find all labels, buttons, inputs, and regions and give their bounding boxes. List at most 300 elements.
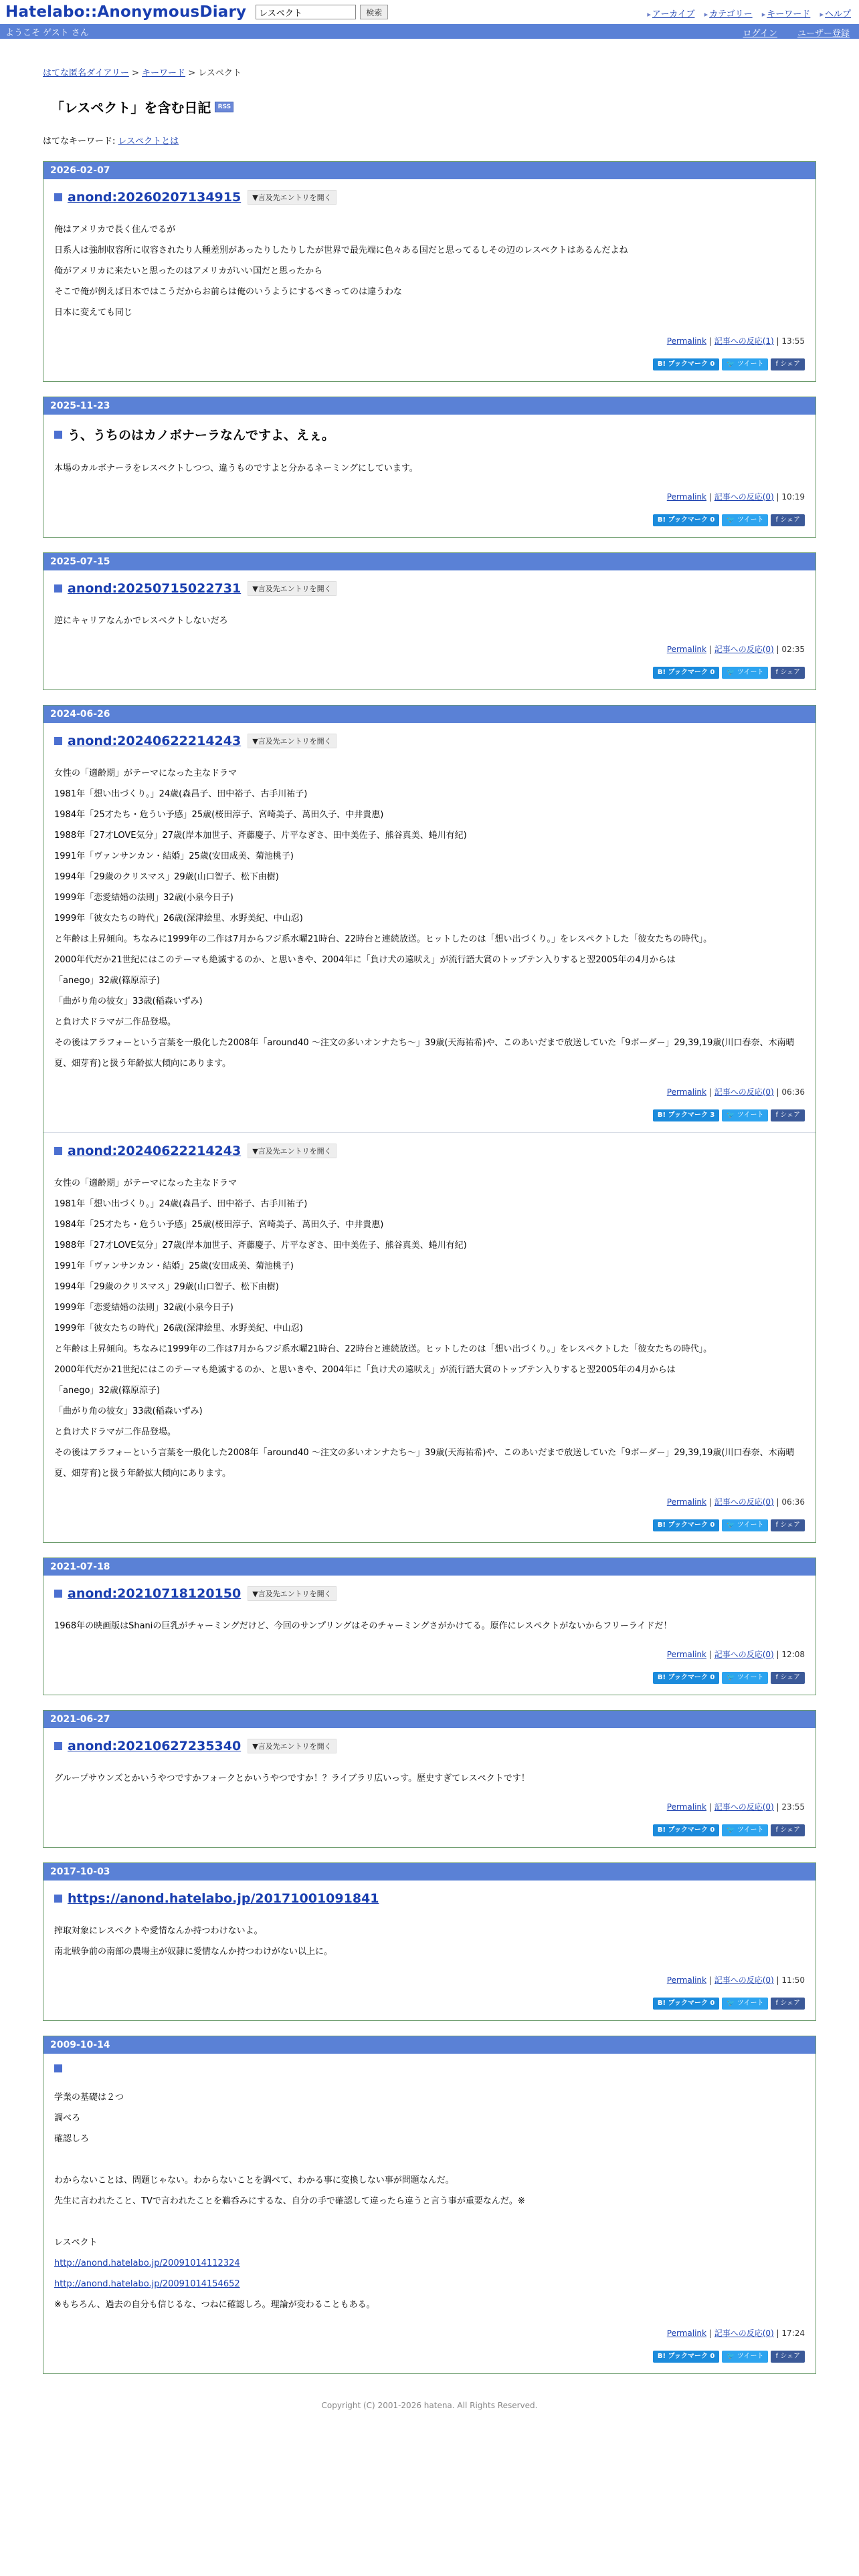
- footer-separator: |: [776, 336, 779, 346]
- day-block: [43, 1558, 816, 1695]
- welcome-bar: [0, 24, 859, 39]
- body-line: 1988年「27才LOVE気分」27歳(岸本加世子、斉藤慶子、片平なぎさ、田中美佐子、熊谷真美、蜷川有紀): [54, 1241, 467, 1251]
- open-referenced-entry-button[interactable]: ▼言及先エントリを開く: [248, 1586, 336, 1601]
- responses-label: 記事への反応: [714, 1975, 763, 1985]
- day-date[interactable]: 2024-06-26: [43, 706, 816, 723]
- breadcrumb-home-link[interactable]: はてな匿名ダイアリー: [43, 68, 129, 78]
- entry-body: [54, 1616, 805, 1636]
- rss-icon[interactable]: RSS: [215, 102, 233, 112]
- bookmark-count: 0: [710, 2353, 715, 2360]
- responses-link[interactable]: [714, 1802, 774, 1812]
- body-line: 確認しろ: [54, 2134, 90, 2144]
- body-line: と年齢は上昇傾向。ちなみに1999年の二作は7月からフジ系水曜21時台、22時台と連続放送。ヒットしたのは「想い出づくり。」をレスペクトした「彼女たちの時代」。: [54, 1344, 712, 1354]
- body-line: [54, 2212, 805, 2232]
- nav-help-link[interactable]: ▸ ヘルプ: [820, 9, 851, 19]
- tweet-label: ツイート: [737, 669, 764, 676]
- day-block: [43, 2036, 816, 2374]
- footer-separator: |: [776, 645, 779, 654]
- responses-label: 記事への反応: [714, 492, 763, 502]
- body-line: 日本に変えても同じ: [54, 308, 133, 318]
- body-line: 1968年の映画版はShaniの巨乳がチャーミングだけど、今回のサンプリングはそのチャーミングさがかけてる。原作にレスペクトがないからフリーライドだ！: [54, 1621, 672, 1631]
- body-line: 「anego」32歳(篠原涼子): [54, 1386, 161, 1396]
- share-label: シェア: [780, 2000, 800, 2007]
- entry-time: 17:24: [781, 2329, 805, 2338]
- entry-body: [54, 611, 805, 631]
- welcome-text: ようこそ ゲスト さん: [5, 27, 89, 38]
- twitter-bird-icon: 🐦: [727, 669, 737, 676]
- body-line: ※もちろん、過去の自分も信じるな、つねに確認しろ。理論が変わることもある。: [54, 2300, 375, 2310]
- twitter-bird-icon: 🐦: [727, 1111, 737, 1119]
- open-referenced-entry-button[interactable]: ▼言及先エントリを開く: [248, 190, 336, 205]
- body-line: [54, 2253, 805, 2274]
- body-line: 「曲がり角の彼女」33歳(稲森いずみ): [54, 996, 203, 1006]
- footer-separator: |: [708, 492, 712, 502]
- open-referenced-entry-button[interactable]: ▼言及先エントリを開く: [248, 581, 336, 596]
- copyright: Copyright (C) 2001-2026 hatena. All Rights Reserved.: [321, 2401, 538, 2410]
- keyword-link[interactable]: レスペクトとは: [118, 136, 179, 146]
- twitter-bird-icon: 🐦: [727, 360, 737, 368]
- body-line: レスペクト: [54, 2238, 98, 2248]
- main-content: [43, 39, 816, 2410]
- bookmark-count: 0: [710, 669, 715, 676]
- page-title-text: 「レスペクト」を含む日記: [51, 100, 211, 116]
- tweet-label: ツイート: [737, 1674, 764, 1681]
- day-block: [43, 397, 816, 538]
- entry-time: 02:35: [781, 645, 805, 654]
- facebook-icon: f: [775, 1111, 781, 1119]
- entry-body: [54, 763, 805, 1074]
- diary-section: [43, 2054, 816, 2373]
- facebook-share-button[interactable]: [771, 667, 805, 679]
- body-line: 1981年「想い出づくり。」24歳(森昌子、田中裕子、古手川祐子): [54, 789, 308, 799]
- entry-footer: [54, 1974, 805, 1985]
- footer-separator: |: [708, 2329, 712, 2338]
- hatena-bookmark-button[interactable]: [653, 1519, 719, 1531]
- body-line: 女性の「適齢期」がテーマになった主なドラマ: [54, 768, 237, 778]
- tweet-button[interactable]: [722, 1672, 768, 1684]
- share-label: シェア: [780, 516, 800, 524]
- responses-count: (0): [762, 1497, 774, 1507]
- permalink-link[interactable]: Permalink: [666, 1975, 706, 1985]
- responses-link[interactable]: [714, 1975, 774, 1985]
- body-line: その後はアラフォーという言葉を一般化した2008年「around40 〜注文の多いオンナたち〜」39歳(天海祐希)や、このあいだまで放送していた「9ボーダー」29,39,19歳(川口春奈、木南晴夏、畑芽育)と扱う年齢拡大傾向にあります。: [54, 1038, 795, 1069]
- section-square-icon: [54, 1895, 62, 1903]
- share-label: シェア: [780, 360, 800, 368]
- top-bar: [0, 0, 859, 24]
- hatena-bookmark-button[interactable]: [653, 2351, 719, 2363]
- entry-footer: [54, 1496, 805, 1507]
- entry-footer: [54, 1086, 805, 1097]
- body-line: 俺はアメリカで長く住んでるが: [54, 225, 176, 235]
- footer-separator: |: [776, 1802, 779, 1812]
- hatena-bookmark-button[interactable]: [653, 1998, 719, 2010]
- facebook-icon: f: [775, 360, 781, 368]
- body-line: [54, 2274, 805, 2294]
- site-logo[interactable]: Hatelabo::AnonymousDiary: [5, 3, 247, 21]
- body-line: [54, 2149, 805, 2170]
- keyword-line: [43, 134, 816, 146]
- top-nav: [640, 7, 851, 19]
- permalink-link[interactable]: Permalink: [666, 336, 706, 346]
- share-buttons: [54, 1822, 805, 1836]
- twitter-bird-icon: 🐦: [727, 1674, 737, 1681]
- tweet-button[interactable]: [722, 1519, 768, 1531]
- open-referenced-entry-button[interactable]: ▼言及先エントリを開く: [248, 1144, 336, 1158]
- day-date[interactable]: 2025-11-23: [43, 397, 816, 415]
- tweet-label: ツイート: [737, 360, 764, 368]
- login-link[interactable]: ログイン: [743, 29, 777, 39]
- entry-title-text: う、うちのはカノボナーラなんですよ、えぇ。: [68, 428, 335, 443]
- search-input[interactable]: [256, 5, 356, 19]
- twitter-bird-icon: 🐦: [727, 2353, 737, 2360]
- body-line: 本場のカルボナーラをレスペクトしつつ、違うものですよと分かるネーミングにしています。: [54, 463, 418, 473]
- nav-category-link[interactable]: ▸ カテゴリー: [704, 9, 753, 19]
- responses-label: 記事への反応: [714, 645, 763, 654]
- share-label: シェア: [780, 2353, 800, 2360]
- tweet-button[interactable]: [722, 358, 768, 370]
- breadcrumb-current: レスペクト: [198, 68, 242, 78]
- entry-footer: [54, 335, 805, 346]
- tweet-button[interactable]: [722, 1998, 768, 2010]
- body-line: と負け犬ドラマが二作品登場。: [54, 1427, 177, 1437]
- tweet-label: ツイート: [737, 1521, 764, 1529]
- entry-footer: [54, 1801, 805, 1812]
- entry-title-link[interactable]: https://anond.hatelabo.jp/20171001091841: [68, 1891, 379, 1906]
- body-line: 搾取対象にレスペクトや愛情なんか持つわけないよ。: [54, 1926, 263, 1936]
- hatena-bookmark-button[interactable]: [653, 667, 719, 679]
- body-line: 1999年「彼女たちの時代」26歳(深津絵里、水野美紀、中山忍): [54, 1323, 303, 1333]
- bookmark-label: B! ブックマーク: [657, 1826, 708, 1834]
- tweet-label: ツイート: [737, 2353, 764, 2360]
- footer-separator: |: [708, 1087, 712, 1097]
- day-block: [43, 552, 816, 690]
- day-date[interactable]: 2025-07-15: [43, 553, 816, 570]
- section-square-icon: [54, 737, 62, 745]
- entry-title: [54, 734, 805, 748]
- diary-section: [43, 723, 816, 1132]
- hatena-bookmark-button[interactable]: [653, 358, 719, 370]
- permalink-link[interactable]: Permalink: [666, 645, 706, 654]
- body-line: 学業の基礎は２つ: [54, 2092, 124, 2103]
- responses-count: (1): [762, 336, 774, 346]
- bookmark-count: 0: [710, 360, 715, 368]
- body-line: 「anego」32歳(篠原涼子): [54, 976, 161, 986]
- twitter-bird-icon: 🐦: [727, 1521, 737, 1529]
- entry-title-link[interactable]: anond:20210627235340: [68, 1739, 242, 1753]
- footer-separator: |: [708, 1802, 712, 1812]
- tweet-label: ツイート: [737, 2000, 764, 2007]
- day-date[interactable]: 2021-06-27: [43, 1711, 816, 1728]
- day-block: [43, 1710, 816, 1848]
- responses-count: (0): [762, 1802, 774, 1812]
- body-line: 1994年「29歳のクリスマス」29歳(山口智子、松下由樹): [54, 872, 279, 882]
- facebook-icon: f: [775, 1674, 781, 1681]
- open-referenced-entry-button[interactable]: ▼言及先エントリを開く: [248, 734, 336, 748]
- diary-section: [43, 1728, 816, 1847]
- body-line: 1981年「想い出づくり。」24歳(森昌子、田中裕子、古手川祐子): [54, 1199, 308, 1209]
- day-date[interactable]: 2017-10-03: [43, 1863, 816, 1881]
- responses-link[interactable]: [714, 1497, 774, 1507]
- hatena-bookmark-button[interactable]: [653, 1109, 719, 1121]
- body-line: 1999年「彼女たちの時代」26歳(深津絵里、水野美紀、中山忍): [54, 914, 303, 924]
- section-square-icon: [54, 584, 62, 593]
- entry-time: 10:19: [781, 492, 805, 502]
- twitter-bird-icon: 🐦: [727, 2000, 737, 2007]
- body-line: 1984年「25才たち・危うい予感」25歳(桜田淳子、宮崎美子、萬田久子、中井貴惠): [54, 810, 384, 820]
- entry-title-link[interactable]: anond:20240622214243: [68, 734, 242, 748]
- bookmark-label: B! ブックマーク: [657, 2353, 708, 2360]
- facebook-share-button[interactable]: [771, 514, 805, 526]
- share-buttons: [54, 2348, 805, 2363]
- entry-footer: [54, 2327, 805, 2339]
- share-buttons: [54, 356, 805, 370]
- responses-count: (0): [762, 1975, 774, 1985]
- entry-body: [54, 458, 805, 479]
- body-line: 1994年「29歳のクリスマス」29歳(山口智子、松下由樹): [54, 1282, 279, 1292]
- responses-link[interactable]: [714, 645, 774, 654]
- facebook-icon: f: [775, 2353, 781, 2360]
- tweet-label: ツイート: [737, 516, 764, 524]
- entry-title: [54, 581, 805, 596]
- share-label: シェア: [780, 1674, 800, 1681]
- footer-separator: |: [708, 1650, 712, 1659]
- entry-title-link[interactable]: anond:20250715022731: [68, 581, 242, 596]
- body-line: 1999年「恋愛結婚の法則」32歳(小泉今日子): [54, 1303, 233, 1313]
- responses-link[interactable]: [714, 492, 774, 502]
- footer-separator: |: [776, 1975, 779, 1985]
- section-square-icon: [54, 1742, 62, 1750]
- diary-section: [43, 179, 816, 381]
- facebook-share-button[interactable]: [771, 1672, 805, 1684]
- facebook-share-button[interactable]: [771, 1998, 805, 2010]
- entry-time: 06:36: [781, 1497, 805, 1507]
- hatena-bookmark-button[interactable]: [653, 1672, 719, 1684]
- responses-label: 記事への反応: [714, 2329, 763, 2338]
- entry-title: [54, 1144, 805, 1158]
- day-date[interactable]: 2009-10-14: [43, 2036, 816, 2054]
- share-buttons: [54, 664, 805, 679]
- entry-body: [54, 219, 805, 323]
- entry-title: [54, 190, 805, 205]
- bookmark-count: 0: [710, 1826, 715, 1834]
- bookmark-label: B! ブックマーク: [657, 1674, 708, 1681]
- entry-body: [54, 1768, 805, 1789]
- section-square-icon: [54, 193, 62, 201]
- entry-time: 06:36: [781, 1087, 805, 1097]
- share-label: シェア: [780, 1826, 800, 1834]
- responses-count: (0): [762, 1650, 774, 1659]
- section-square-icon: [54, 1147, 62, 1155]
- breadcrumb-separator: >: [188, 68, 196, 78]
- breadcrumb-separator: >: [131, 68, 139, 78]
- entry-body: [54, 1921, 805, 1962]
- responses-link[interactable]: [714, 1650, 774, 1659]
- tweet-button[interactable]: [722, 1824, 768, 1836]
- body-line: 2000年代だか21世紀にはこのテーマも絶滅するのか、と思いきや、2004年に「負け犬の遠吠え」が流行語大賞のトップテン入りすると翌2005年の4月からは: [54, 1365, 676, 1375]
- bookmark-label: B! ブックマーク: [657, 2000, 708, 2007]
- body-line: と負け犬ドラマが二作品登場。: [54, 1017, 177, 1027]
- body-link[interactable]: http://anond.hatelabo.jp/20091014112324: [54, 2258, 240, 2268]
- responses-count: (0): [762, 645, 774, 654]
- responses-label: 記事への反応: [714, 1650, 763, 1659]
- share-buttons: [54, 1517, 805, 1531]
- facebook-icon: f: [775, 516, 781, 524]
- facebook-share-button[interactable]: [771, 2351, 805, 2363]
- body-line: 1988年「27才LOVE気分」27歳(岸本加世子、斉藤慶子、片平なぎさ、田中美佐子、熊谷真美、蜷川有紀): [54, 831, 467, 841]
- body-line: と年齢は上昇傾向。ちなみに1999年の二作は7月からフジ系水曜21時台、22時台と連続放送。ヒットしたのは「想い出づくり。」をレスペクトした「彼女たちの時代」。: [54, 934, 712, 944]
- body-line: 女性の「適齢期」がテーマになった主なドラマ: [54, 1178, 237, 1188]
- body-line: わからないことは、問題じゃない。わからないことを調べて、わかる事に変換しない事が問題なんだ。: [54, 2175, 454, 2185]
- share-buttons: [54, 1995, 805, 2010]
- permalink-link[interactable]: Permalink: [666, 1497, 706, 1507]
- footer-separator: |: [776, 492, 779, 502]
- responses-count: (0): [762, 492, 774, 502]
- footer-separator: |: [708, 645, 712, 654]
- body-line: 日系人は強制収容所に収容されたり人種差別があったりしたりしたが世界で最先端に色々ある国だと思ってるしその辺のレスペクトはあるんだよね: [54, 245, 628, 255]
- open-referenced-entry-button[interactable]: ▼言及先エントリを開く: [248, 1739, 336, 1753]
- section-square-icon: [54, 431, 62, 439]
- bookmark-label: B! ブックマーク: [657, 1521, 708, 1529]
- permalink-link[interactable]: Permalink: [666, 1650, 706, 1659]
- register-link[interactable]: ユーザー登録: [797, 29, 850, 39]
- body-line: グループサウンズとかいうやつですかフォークとかいうやつですか！？ライブラリ広いっす。歴史すぎてレスペクトです！: [54, 1774, 530, 1784]
- footer-separator: |: [708, 336, 712, 346]
- day-block: [43, 161, 816, 382]
- bookmark-count: 3: [710, 1111, 715, 1119]
- share-buttons: [54, 1669, 805, 1684]
- section-square-icon: [54, 1590, 62, 1598]
- body-line: 調べろ: [54, 2113, 81, 2123]
- entry-title: [54, 425, 805, 443]
- body-line: そこで俺が例えば日本ではこうだからお前らは俺のいうようにするべきってのは違うわな: [54, 287, 403, 297]
- entry-title: [54, 2064, 805, 2072]
- tweet-label: ツイート: [737, 1826, 764, 1834]
- tweet-label: ツイート: [737, 1111, 764, 1119]
- page-title: [51, 97, 816, 116]
- entry-title-link[interactable]: anond:20240622214243: [68, 1144, 242, 1158]
- footer-separator: |: [776, 1650, 779, 1659]
- facebook-share-button[interactable]: [771, 1109, 805, 1121]
- body-line: 先生に言われたこと、TVで言われたことを鵜呑みにするな、自分の手で確認して違ったら違うと言う事が重要なんだ。※: [54, 2196, 525, 2206]
- tweet-button[interactable]: [722, 667, 768, 679]
- entry-time: 11:50: [781, 1975, 805, 1985]
- body-line: 1991年「ヴァンサンカン・結婚」25歳(安田成美、菊池桃子): [54, 1261, 294, 1271]
- responses-count: (0): [762, 2329, 774, 2338]
- footer-separator: |: [776, 1497, 779, 1507]
- bookmark-label: B! ブックマーク: [657, 1111, 708, 1119]
- search-button[interactable]: 検索: [360, 5, 388, 19]
- responses-label: 記事への反応: [714, 1802, 763, 1812]
- entry-time: 13:55: [781, 336, 805, 346]
- diary-section: [43, 1881, 816, 2020]
- permalink-link[interactable]: Permalink: [666, 492, 706, 502]
- account-links: [725, 26, 850, 39]
- hatena-bookmark-button[interactable]: [653, 514, 719, 526]
- diary-section: [43, 1576, 816, 1695]
- bookmark-count: 0: [710, 1521, 715, 1529]
- bookmark-label: B! ブックマーク: [657, 516, 708, 524]
- permalink-link[interactable]: Permalink: [666, 1802, 706, 1812]
- bookmark-label: B! ブックマーク: [657, 669, 708, 676]
- body-link[interactable]: http://anond.hatelabo.jp/20091014154652: [54, 2279, 240, 2289]
- footer-separator: |: [776, 2329, 779, 2338]
- entry-title: [54, 1586, 805, 1601]
- share-buttons: [54, 1107, 805, 1121]
- breadcrumb-keyword-link[interactable]: キーワード: [142, 68, 186, 78]
- entry-footer: [54, 1648, 805, 1660]
- entry-footer: [54, 491, 805, 502]
- permalink-link[interactable]: Permalink: [666, 1087, 706, 1097]
- entry-title-link[interactable]: anond:20260207134915: [68, 190, 242, 205]
- entry-time: 12:08: [781, 1650, 805, 1659]
- diary-section: [43, 415, 816, 537]
- day-date[interactable]: 2026-02-07: [43, 162, 816, 179]
- diary-section: [43, 570, 816, 689]
- responses-count: (0): [762, 1087, 774, 1097]
- responses-label: 記事への反応: [714, 336, 763, 346]
- twitter-bird-icon: 🐦: [727, 1826, 737, 1834]
- responses-label: 記事への反応: [714, 1497, 763, 1507]
- body-line: 1991年「ヴァンサンカン・結婚」25歳(安田成美、菊池桃子): [54, 851, 294, 861]
- hatena-bookmark-button[interactable]: [653, 1824, 719, 1836]
- responses-label: 記事への反応: [714, 1087, 763, 1097]
- body-line: 南北戦争前の南部の農場主が奴隷に愛情なんか持つわけがない以上に。: [54, 1947, 333, 1957]
- body-line: 逆にキャリアなんかでレスペクトしないだろ: [54, 616, 228, 626]
- tweet-button[interactable]: [722, 514, 768, 526]
- share-buttons: [54, 512, 805, 526]
- share-label: シェア: [780, 1111, 800, 1119]
- bookmark-count: 0: [710, 2000, 715, 2007]
- footer-separator: |: [708, 1975, 712, 1985]
- diary-list: [43, 161, 816, 2374]
- breadcrumb: [43, 66, 816, 78]
- section-square-icon: [54, 2064, 62, 2072]
- twitter-bird-icon: 🐦: [727, 516, 737, 524]
- tweet-button[interactable]: [722, 2351, 768, 2363]
- body-line: その後はアラフォーという言葉を一般化した2008年「around40 〜注文の多いオンナたち〜」39歳(天海祐希)や、このあいだまで放送していた「9ボーダー」29,39,19歳(川口春奈、木南晴夏、畑芽育)と扱う年齢拡大傾向にあります。: [54, 1448, 795, 1479]
- day-date[interactable]: 2021-07-18: [43, 1558, 816, 1576]
- keyword-label: はてなキーワード:: [43, 136, 116, 146]
- facebook-icon: f: [775, 1521, 781, 1529]
- nav-archive-link[interactable]: ▸ アーカイブ: [647, 9, 694, 19]
- facebook-share-button[interactable]: [771, 358, 805, 370]
- nav-keyword-link[interactable]: ▸ キーワード: [762, 9, 811, 19]
- share-label: シェア: [780, 1521, 800, 1529]
- facebook-icon: f: [775, 669, 781, 676]
- entry-title: [54, 1891, 805, 1906]
- permalink-link[interactable]: Permalink: [666, 2329, 706, 2338]
- day-block: [43, 705, 816, 1543]
- bookmark-count: 0: [710, 516, 715, 524]
- footer-separator: |: [776, 1087, 779, 1097]
- body-line: 2000年代だか21世紀にはこのテーマも絶滅するのか、と思いきや、2004年に「負け犬の遠吠え」が流行語大賞のトップテン入りすると翌2005年の4月からは: [54, 955, 676, 965]
- responses-link[interactable]: [714, 336, 774, 346]
- bookmark-count: 0: [710, 1674, 715, 1681]
- entry-title: [54, 1739, 805, 1753]
- bookmark-label: B! ブックマーク: [657, 360, 708, 368]
- diary-section: [43, 1133, 816, 1542]
- facebook-share-button[interactable]: [771, 1824, 805, 1836]
- tweet-button[interactable]: [722, 1109, 768, 1121]
- responses-link[interactable]: [714, 1087, 774, 1097]
- share-label: シェア: [780, 669, 800, 676]
- entry-footer: [54, 643, 805, 655]
- facebook-icon: f: [775, 2000, 781, 2007]
- responses-link[interactable]: [714, 2329, 774, 2338]
- facebook-share-button[interactable]: [771, 1519, 805, 1531]
- entry-title-link[interactable]: anond:20210718120150: [68, 1586, 242, 1601]
- entry-body: [54, 1173, 805, 1484]
